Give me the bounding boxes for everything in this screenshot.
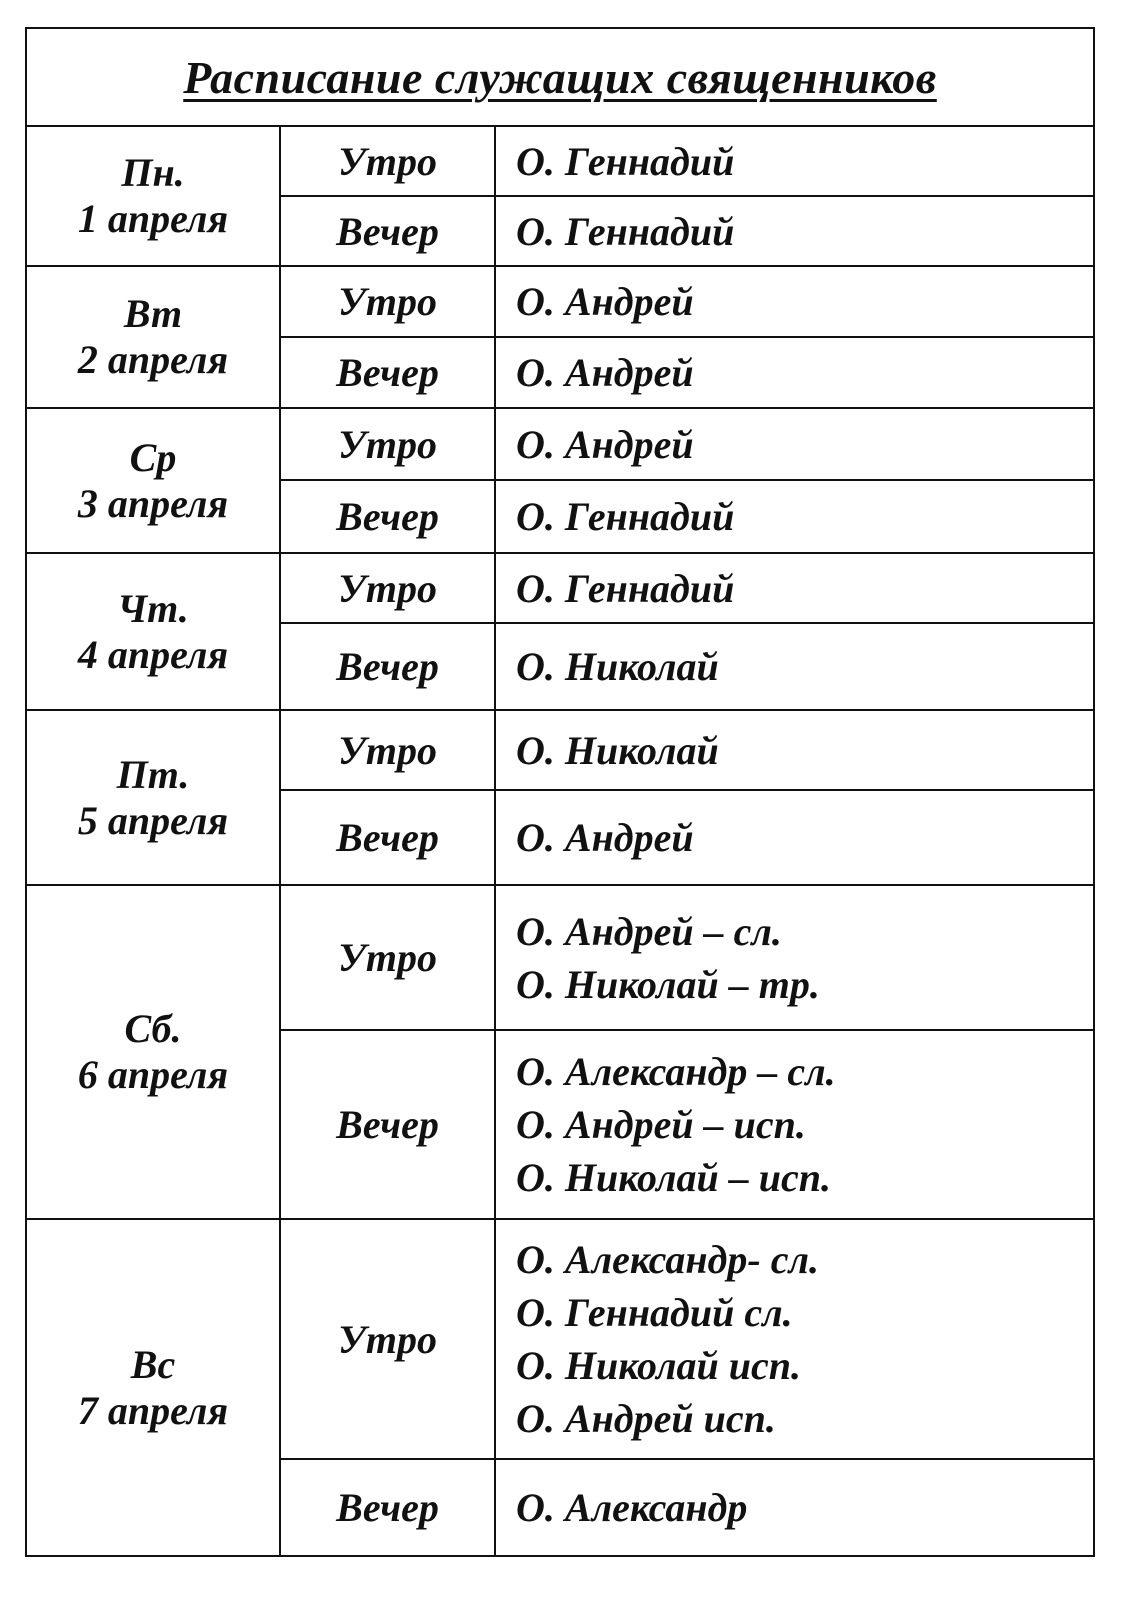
- date-label: 4 апреля: [77, 631, 229, 677]
- day-cell-tuesday: [26, 266, 280, 408]
- date-label: 7 апреля: [77, 1387, 229, 1433]
- priest-name: О. Андрей: [516, 350, 694, 395]
- table-row: [26, 408, 1094, 480]
- time-cell: Вечер: [280, 480, 495, 553]
- date-label: 6 апреля: [77, 1052, 229, 1097]
- day-label: Ср: [129, 434, 177, 480]
- date-label: 3 апреля: [77, 480, 229, 526]
- priest-name: О. Геннадий: [516, 138, 735, 184]
- page-title: Расписание служащих священников: [183, 51, 937, 103]
- title-row: [26, 28, 1094, 126]
- day-label: Сб.: [124, 1006, 182, 1051]
- priest-cell: [495, 1459, 1094, 1556]
- priest-cell: [495, 337, 1094, 408]
- day-label: Чт.: [117, 585, 189, 631]
- priest-cell: [495, 480, 1094, 553]
- priest-name: О. Андрей: [516, 815, 694, 860]
- table-row: [26, 1219, 1094, 1459]
- day-cell-wednesday: [26, 408, 280, 553]
- priest-cell: [495, 196, 1094, 266]
- priest-cell: [495, 266, 1094, 337]
- priest-cell: [495, 710, 1094, 790]
- table-row: [26, 266, 1094, 337]
- priest-name: О. Андрей: [516, 421, 694, 467]
- time-cell: Вечер: [280, 1459, 495, 1556]
- time-cell: Вечер: [280, 790, 495, 885]
- priest-cell: [495, 790, 1094, 885]
- time-cell: Утро: [280, 266, 495, 337]
- table-row: [26, 710, 1094, 790]
- priest-name: О. Николай: [516, 644, 719, 689]
- priest-name: О. Геннадий: [516, 208, 735, 254]
- priest-name: О. Николай – тр.: [516, 961, 820, 1007]
- priest-name: О. Андрей – сл.: [516, 908, 782, 954]
- priest-name: О. Николай исп.: [516, 1343, 802, 1388]
- priest-name: О. Александр: [516, 1485, 748, 1530]
- priest-name: О. Геннадий: [516, 565, 735, 611]
- priest-name: О. Геннадий сл.: [516, 1290, 793, 1335]
- day-cell-sunday: [26, 1219, 280, 1556]
- priest-name: О. Николай – исп.: [516, 1155, 832, 1200]
- priest-cell: [495, 1030, 1094, 1219]
- time-cell: Вечер: [280, 623, 495, 710]
- time-cell: Утро: [280, 710, 495, 790]
- priest-cell: [495, 885, 1094, 1030]
- priest-name: О. Александр- сл.: [516, 1237, 819, 1282]
- time-cell: Утро: [280, 1219, 495, 1459]
- time-cell: Утро: [280, 408, 495, 480]
- priest-cell: [495, 1219, 1094, 1459]
- day-cell-thursday: [26, 553, 280, 710]
- time-cell: Утро: [280, 885, 495, 1030]
- time-cell: Вечер: [280, 1030, 495, 1219]
- priest-cell: [495, 408, 1094, 480]
- date-label: 1 апреля: [77, 196, 229, 241]
- time-cell: Утро: [280, 553, 495, 623]
- table-row: [26, 126, 1094, 196]
- priest-name: О. Андрей исп.: [516, 1396, 776, 1441]
- priest-cell: [495, 623, 1094, 710]
- title-cell: [26, 28, 1094, 126]
- table-row: [26, 885, 1094, 1030]
- time-cell: Вечер: [280, 196, 495, 266]
- priest-cell: [495, 553, 1094, 623]
- day-label: Пт.: [116, 751, 190, 797]
- schedule-table: [25, 27, 1095, 1557]
- priest-name: О. Александр – сл.: [516, 1049, 836, 1094]
- day-cell-friday: [26, 710, 280, 885]
- priest-name: О. Андрей: [516, 279, 694, 324]
- time-cell: Вечер: [280, 337, 495, 408]
- day-label: Вт: [123, 291, 183, 336]
- time-cell: Утро: [280, 126, 495, 196]
- date-label: 2 апреля: [77, 337, 229, 382]
- priest-name: О. Николай: [516, 727, 719, 773]
- day-cell-saturday: [26, 885, 280, 1219]
- table-row: [26, 553, 1094, 623]
- date-label: 5 апреля: [77, 797, 229, 843]
- priest-cell: [495, 126, 1094, 196]
- priest-name: О. Геннадий: [516, 494, 735, 539]
- day-label: Пн.: [121, 150, 185, 195]
- day-label: Вс: [130, 1341, 176, 1387]
- day-cell-monday: [26, 126, 280, 266]
- priest-name: О. Андрей – исп.: [516, 1102, 806, 1147]
